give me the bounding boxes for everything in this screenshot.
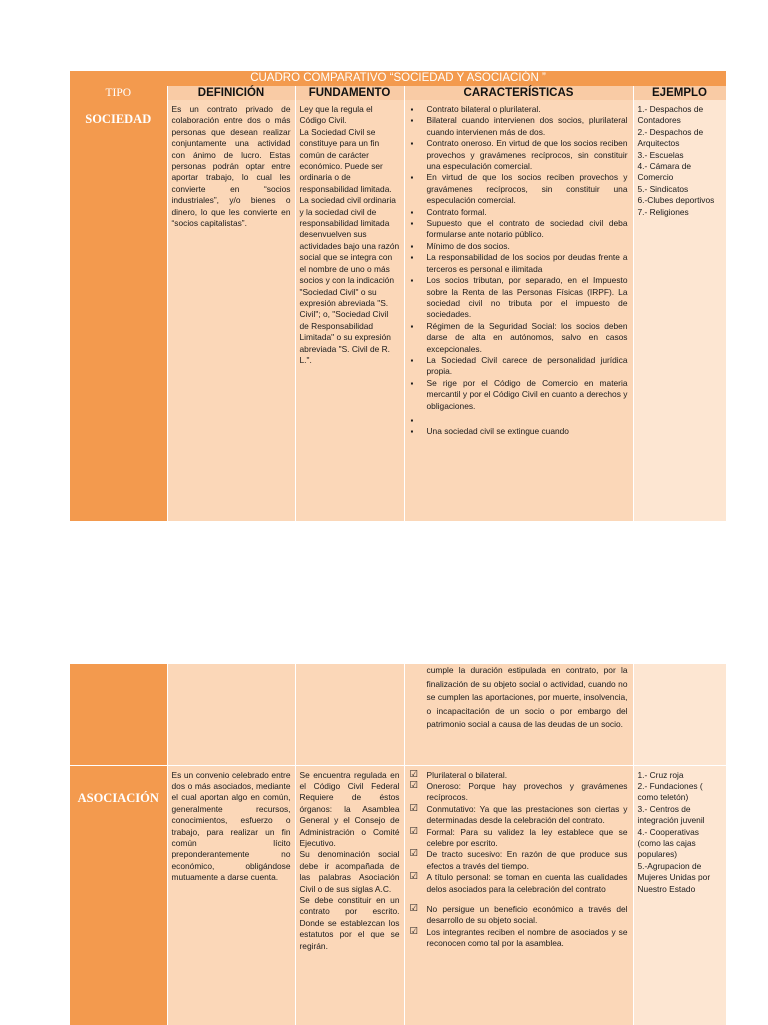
list-item: 2.- Fundaciones ( como teletón) xyxy=(637,780,703,803)
header-caracteristicas: CARACTERÍSTICAS xyxy=(404,86,633,100)
sociedad-ejemplos-list xyxy=(634,100,726,218)
bullet-icon: ▪ xyxy=(410,173,414,183)
bullet-icon: ▪ xyxy=(410,253,414,263)
list-item: ▪ La Sociedad Civil carece de personalidad jurídica propia. xyxy=(410,354,628,377)
row-sociedad xyxy=(70,100,726,521)
checkbox-checked-icon: ☑ xyxy=(409,779,419,791)
sociedad-definicion xyxy=(167,100,295,521)
list-item: 5.-Agrupacion de Mujeres Unidas por Nuestro Estado xyxy=(637,860,711,894)
sociedad-fundamento-text: Ley que la regula el Código Civil. La Sociedad Civil se constituye para un fin común de carácter económico. Puede ser ordinaria o de responsabilidad limitada. La sociedad civil ordinaria y la sociedad civil de responsabilidad limitada desenvuelven sus actividades bajo una razón social que se integra con el nombre de uno o más socios y con la indicación "Sociedad Civil" o su expresión abreviada "S. Civil"; o, "Sociedad Civil de Responsabilidad Limitada" o su expresión abreviada "S. Civil de R. L.". xyxy=(299,104,400,365)
list-item xyxy=(409,415,628,426)
checkbox-checked-icon: ☑ xyxy=(409,925,419,937)
type-sociedad-label: SOCIEDAD xyxy=(85,112,152,126)
asociacion-ejemplos xyxy=(633,765,726,1025)
list-item: ▪ Supuesto que el contrato de sociedad civil deba formularse ante notario público. xyxy=(410,218,628,240)
header-definicion: DEFINICIÓN xyxy=(167,86,295,100)
type-sociedad xyxy=(70,100,167,521)
bullet-icon: ▪ xyxy=(410,116,414,126)
checkbox-checked-icon: ☑ xyxy=(409,848,419,860)
asociacion-fundamento-text: Se encuentra regulada en el Código Civil Federal Requiere de éstos órganos: la Asamblea General y el Consejo de Administración o Comité Ejecutivo. Su denominación social debe ir acompañada de las palabras Asociación Civil o de sus siglas A.C. Se debe constituir en un contrato por escrito. Donde se establezcan los estatutos por el que se regirán. xyxy=(299,769,400,951)
bullet-icon: ▪ xyxy=(410,207,414,217)
sociedad-ejemplos-continuation xyxy=(633,664,726,765)
list-item: 6.-Clubes deportivos xyxy=(637,195,715,206)
list-item: ▪ En virtud de que los socios reciben provechos y gravámenes recíprocos, sin constituir una especulación comercial. xyxy=(410,172,628,206)
list-item: 3.- Centros de integración juvenil xyxy=(637,803,705,826)
list-item: ☑ De tracto sucesivo: En razón de que produce sus efectos a través del tiempo. xyxy=(409,848,628,871)
list-item: 7.- Religiones xyxy=(637,206,689,217)
asociacion-caracteristicas-list xyxy=(405,766,633,950)
checkbox-checked-icon: ☑ xyxy=(409,902,419,914)
list-item: 1.- Despachos de Contadores xyxy=(637,104,704,126)
comparison-table-part1 xyxy=(70,71,727,521)
list-item: 5.- Sindicatos xyxy=(637,183,689,194)
sociedad-fundamento-continuation xyxy=(295,664,404,765)
checkbox-checked-icon: ☑ xyxy=(409,768,419,780)
type-asociacion-label: ASOCIACIÓN xyxy=(77,790,159,805)
list-item: ▪ Contrato formal. xyxy=(410,206,487,217)
sociedad-ejemplos xyxy=(633,100,726,521)
sociedad-caracteristicas-continuation-text: cumple la duración estipulada en contrato, por la finalización de su objeto social o actividad, cuando no se cumplen las aportaciones, por muerte, insolvencia, o incapacitación de un socio o por embargo del patrimonio social a causa de las deudas de un socio. xyxy=(426,665,628,730)
list-item: ▪ Bilateral cuando intervienen dos socios, plurilateral cuando intervienen más de dos. xyxy=(410,115,628,137)
checkbox-checked-icon: ☑ xyxy=(409,871,419,883)
bullet-icon: ▪ xyxy=(410,241,414,251)
list-item: ☑ A título personal: se toman en cuenta las cualidades delos asociados para la celebración del contrato xyxy=(409,871,628,894)
asociacion-definicion xyxy=(167,765,295,1025)
sociedad-caracteristicas-list xyxy=(405,100,633,438)
sociedad-fundamento xyxy=(295,100,404,521)
bullet-icon: ▪ xyxy=(410,105,414,114)
header-fundamento: FUNDAMENTO xyxy=(295,86,404,100)
bullet-icon: ▪ xyxy=(410,139,414,149)
list-item: ▪ Los socios tributan, por separado, en el Impuesto sobre la Renta de las Personas Físicas (IRPF). La sociedad civil no tributa por el impuesto de sociedades. xyxy=(410,275,628,320)
checkbox-checked-icon: ☑ xyxy=(409,825,419,837)
list-item: ▪ Régimen de la Seguridad Social: los socios deben darse de alta en autónomos, salvo en casos excepcionales. xyxy=(410,320,628,354)
row-sociedad-continuation xyxy=(70,664,726,765)
list-item: ▪ Una sociedad civil se extingue cuando xyxy=(410,426,569,437)
bullet-icon: ▪ xyxy=(410,276,414,286)
asociacion-definicion-text: Es un convenio celebrado entre dos o más asociados, mediante el cual aportan algo en común, generalmente recursos, conocimientos, esfuerzo o trabajo, para realizar un fin común lícito preponderantemente no económico, obligándose mutuamente a darse cuenta. xyxy=(171,769,291,883)
list-item: ☑ Los integrantes reciben el nombre de asociados y se reconocen como tal por la asamblea. xyxy=(409,925,628,949)
list-item: 2.- Despachos de Arquitectos xyxy=(637,126,704,149)
checkbox-checked-icon: ☑ xyxy=(409,802,419,814)
comparison-table-part2 xyxy=(70,664,727,1025)
sociedad-caracteristicas-continuation xyxy=(404,664,633,765)
sociedad-definicion-text: Es un contrato privado de colaboración entre dos o más personas que desean realizar conjuntamente una actividad con ánimo de lucro. Estas personas podrán optar entre aportar trabajo, lo cual les convierte en “socios industriales”, y/o bienes o dinero, lo que les convierte en “socios capitalistas”. xyxy=(171,104,291,229)
type-sociedad-continuation xyxy=(70,664,167,765)
list-item: ▪ Se rige por el Código de Comercio en materia mercantil y por el Código Civil en cuanto a derechos y obligaciones. xyxy=(410,377,628,411)
list-item: ▪ La responsabilidad de los socios por deudas frente a terceros es personal e ilimitada xyxy=(410,252,628,274)
bullet-icon: ▪ xyxy=(410,321,414,331)
header-ejemplo: EJEMPLO xyxy=(633,86,726,100)
list-item: 1.- Cruz roja xyxy=(637,769,684,780)
asociacion-fundamento xyxy=(295,765,404,1025)
type-asociacion xyxy=(70,765,167,1025)
list-item: ☑ Oneroso: Porque hay provechos y gravámenes recíprocos. xyxy=(409,779,628,803)
asociacion-ejemplos-list xyxy=(634,766,726,895)
list-item: ☑ Formal: Para su validez la ley establece que se celebre por escrito. xyxy=(409,825,628,848)
bullet-icon: ▪ xyxy=(410,355,414,365)
row-asociacion xyxy=(70,765,726,1025)
table-title: CUADRO COMPARATIVO “SOCIEDAD Y ASOCIACIÓN ” xyxy=(70,71,726,86)
sociedad-caracteristicas xyxy=(404,100,633,521)
list-item: ☑ No persigue un beneficio económico a través del desarrollo de su objeto social. xyxy=(409,902,628,926)
list-item: ☑ Plurilateral o bilateral. xyxy=(409,768,508,780)
list-item: 4.- Cooperativas (como las cajas populares) xyxy=(637,826,699,860)
list-item: 4.- Cámara de Comercio xyxy=(637,161,692,183)
bullet-icon: ▪ xyxy=(410,219,414,229)
header-tipo: TIPO xyxy=(70,86,167,100)
list-item: ▪ Mínimo de dos socios. xyxy=(410,240,510,251)
list-item: 3.- Escuelas xyxy=(637,149,684,160)
bullet-icon: ▪ xyxy=(410,427,414,437)
list-item: ▪ Contrato bilateral o plurilateral. xyxy=(410,104,541,114)
list-item: ☑ Conmutativo: Ya que las prestaciones son ciertas y determinadas desde la celebración del contrato. xyxy=(409,802,628,826)
asociacion-caracteristicas xyxy=(404,765,633,1025)
bullet-icon: ▪ xyxy=(410,415,414,425)
sociedad-definicion-continuation xyxy=(167,664,295,765)
bullet-icon: ▪ xyxy=(410,378,414,388)
list-item: ▪ Contrato oneroso. En virtud de que los socios reciben provechos y gravámenes recíprocos, sin constituir una especulación comercial. xyxy=(410,138,628,172)
